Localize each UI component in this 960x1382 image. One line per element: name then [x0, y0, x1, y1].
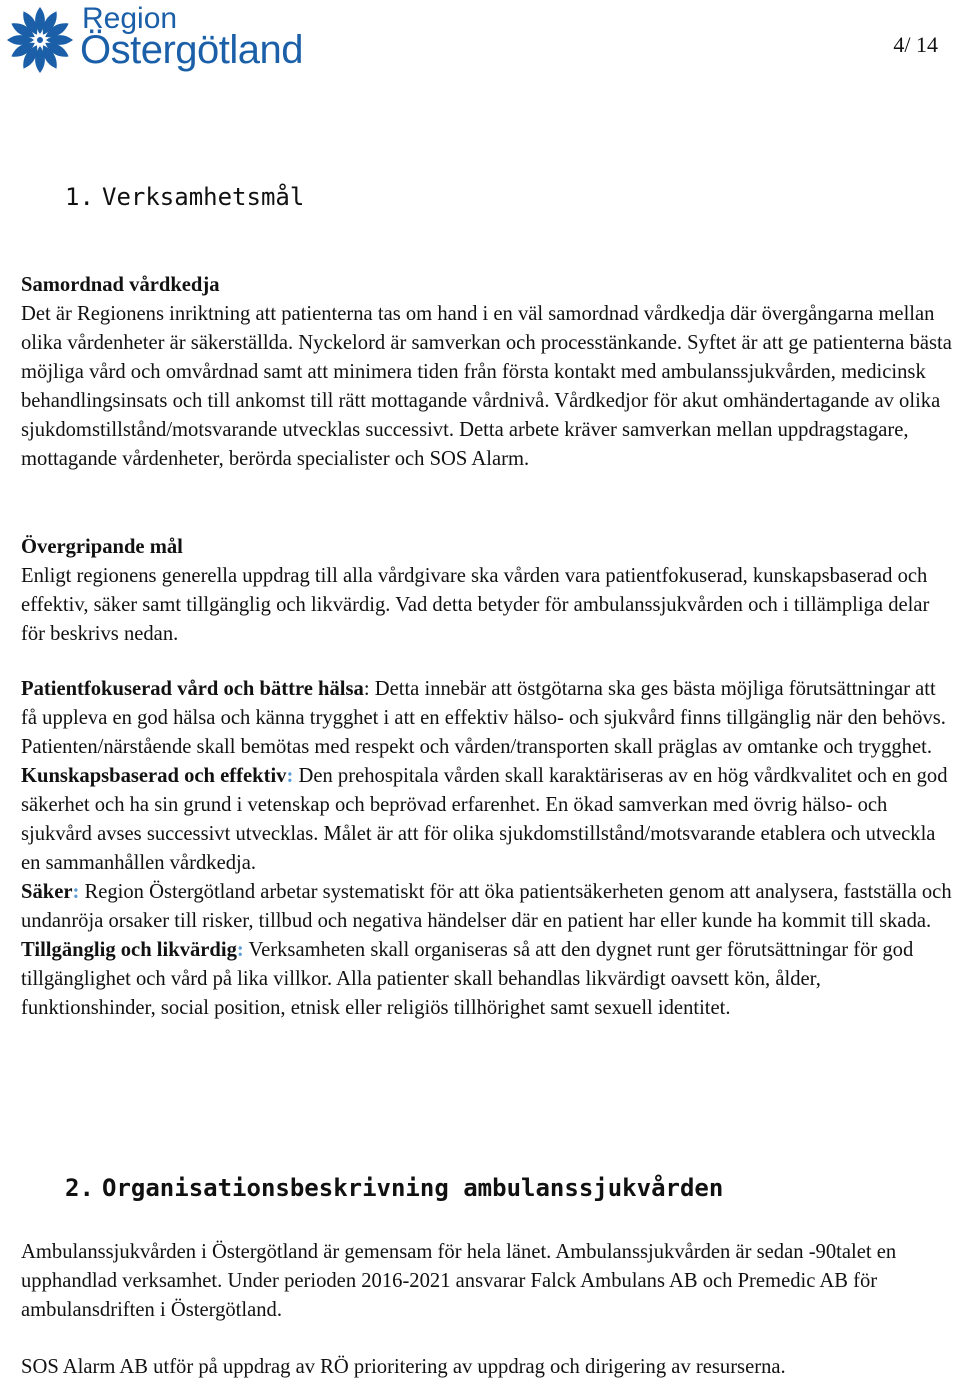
organisation-paragraph-1 [21, 1238, 956, 1325]
subheading-overgripande-mal: Övergripande mål [21, 536, 183, 558]
section-2-number: 2. [65, 1174, 94, 1202]
paragraph-sos-alarm: SOS Alarm AB utför på uppdrag av RÖ prioritering av uppdrag och dirigering av resurserna. [21, 1356, 786, 1378]
section-2-heading [65, 1174, 723, 1203]
goal-term: Patientfokuserad vård och bättre hälsa [21, 678, 364, 700]
organisation-paragraph-2 [21, 1353, 956, 1382]
goal-text: Verksamheten skall organiseras så att den dygnet runt ger förutsättningar för god tillgänglighet och vård på lika villkor. Alla patienter skall behandlas likvärdigt oavsett kön, ålder, funktionshinder, social position, etnisk eller religiös tillhörighet samt sexuell identitet. [21, 939, 914, 1019]
goal-text: Detta innebär att östgötarna ska ges bästa möjliga förutsättningar att få uppleva en god hälsa och känna trygghet i att en effektiv hälso- och sjukvård finns tillgänglig när den behövs. Patienten/närstående skall bemötas med respekt och vården/transporten skall präglas av omtanke och trygghet. [21, 678, 946, 758]
logo-text-region: Region [82, 2, 178, 35]
section-2-title: Organisationsbeskrivning ambulanssjukvården [102, 1174, 724, 1202]
paragraph-organisation: Ambulanssjukvården i Östergötland är gemensam för hela länet. Ambulanssjukvården är sedan -90talet en upphandlad verksamhet. Under perioden 2016-2021 ansvarar Falck Ambulans AB och Premedic AB för ambulansdriften i Östergötland. [21, 1241, 897, 1321]
goal-colon: : [286, 765, 294, 787]
samordnad-vardkedja-block [21, 271, 956, 474]
region-logo [0, 0, 310, 80]
goal-text: Region Östergötland arbetar systematiskt för att öka patientsäkerheten genom att analysera, fastställa och undanröja orsaker till risker, tillbud och negativa händelser där en patient har eller kunde ha kommit till skada. [21, 881, 952, 932]
logo-text-ostergotland: Östergötland [80, 28, 304, 72]
goal-tillganglig [21, 936, 956, 1023]
goal-term: Tillgänglig och likvärdig [21, 939, 237, 961]
paragraph-overgripande-mal: Enligt regionens generella uppdrag till alla vårdgivare ska vården vara patientfokuserad, kunskapsbaserad och effektiv, säker samt tillgänglig och likvärdig. Vad detta betyder för ambulanssjukvården och i tillämpliga delar för beskrivs nedan. [21, 565, 930, 645]
section-1-number: 1. [65, 183, 94, 211]
goal-saker [21, 878, 956, 936]
goal-text: Den prehospitala vården skall karaktäriseras av en hög vårdkvalitet och en god säkerhet och ha sin grund i vetenskap och beprövad erfarenhet. En ökad samverkan med övrig hälso- och sjukvård avses successivt utvecklas. Målet är att för olika sjukdomstillstånd/motsvarande etablera och utveckla en sammanhållen vårdkedja. [21, 765, 948, 874]
page-number: 4/ 14 [893, 32, 938, 57]
paragraph-samordnad-vardkedja: Det är Regionens inriktning att patienterna tas om hand i en väl samordnad vårdkedja där övergångarna mellan olika vårdenheter är säkerställda. Nyckelord är samverkan och processtänkande. Syftet är att ge patienterna bästa möjliga vård och omvårdnad samt att minimera tiden från första kontakt med ambulanssjukvården, medicinsk behandlingsinsats och till ankomst till rätt mottagande vårdnivå. Vårdkedjor för akut omhändertagande av olika sjukdomstillstånd/motsvarande utvecklas successivt. Detta arbete kräver samverkan mellan uppdragstagare, mottagande vårdenheter, berörda specialister och SOS Alarm. [21, 303, 952, 470]
goals-list [21, 675, 956, 1023]
goal-patientfokuserad [21, 675, 956, 762]
goal-colon: : [363, 678, 370, 700]
overgripande-mal-block [21, 533, 956, 649]
section-1-heading [65, 183, 304, 212]
section-1-title: Verksamhetsmål [102, 183, 305, 211]
goal-colon: : [72, 881, 80, 903]
flower-logo-icon [2, 4, 78, 76]
goal-kunskapsbaserad [21, 762, 956, 878]
subheading-samordnad-vardkedja: Samordnad vårdkedja [21, 274, 220, 296]
goal-term: Säker [21, 881, 73, 903]
goal-term: Kunskapsbaserad och effektiv [21, 765, 287, 787]
goal-colon: : [236, 939, 244, 961]
